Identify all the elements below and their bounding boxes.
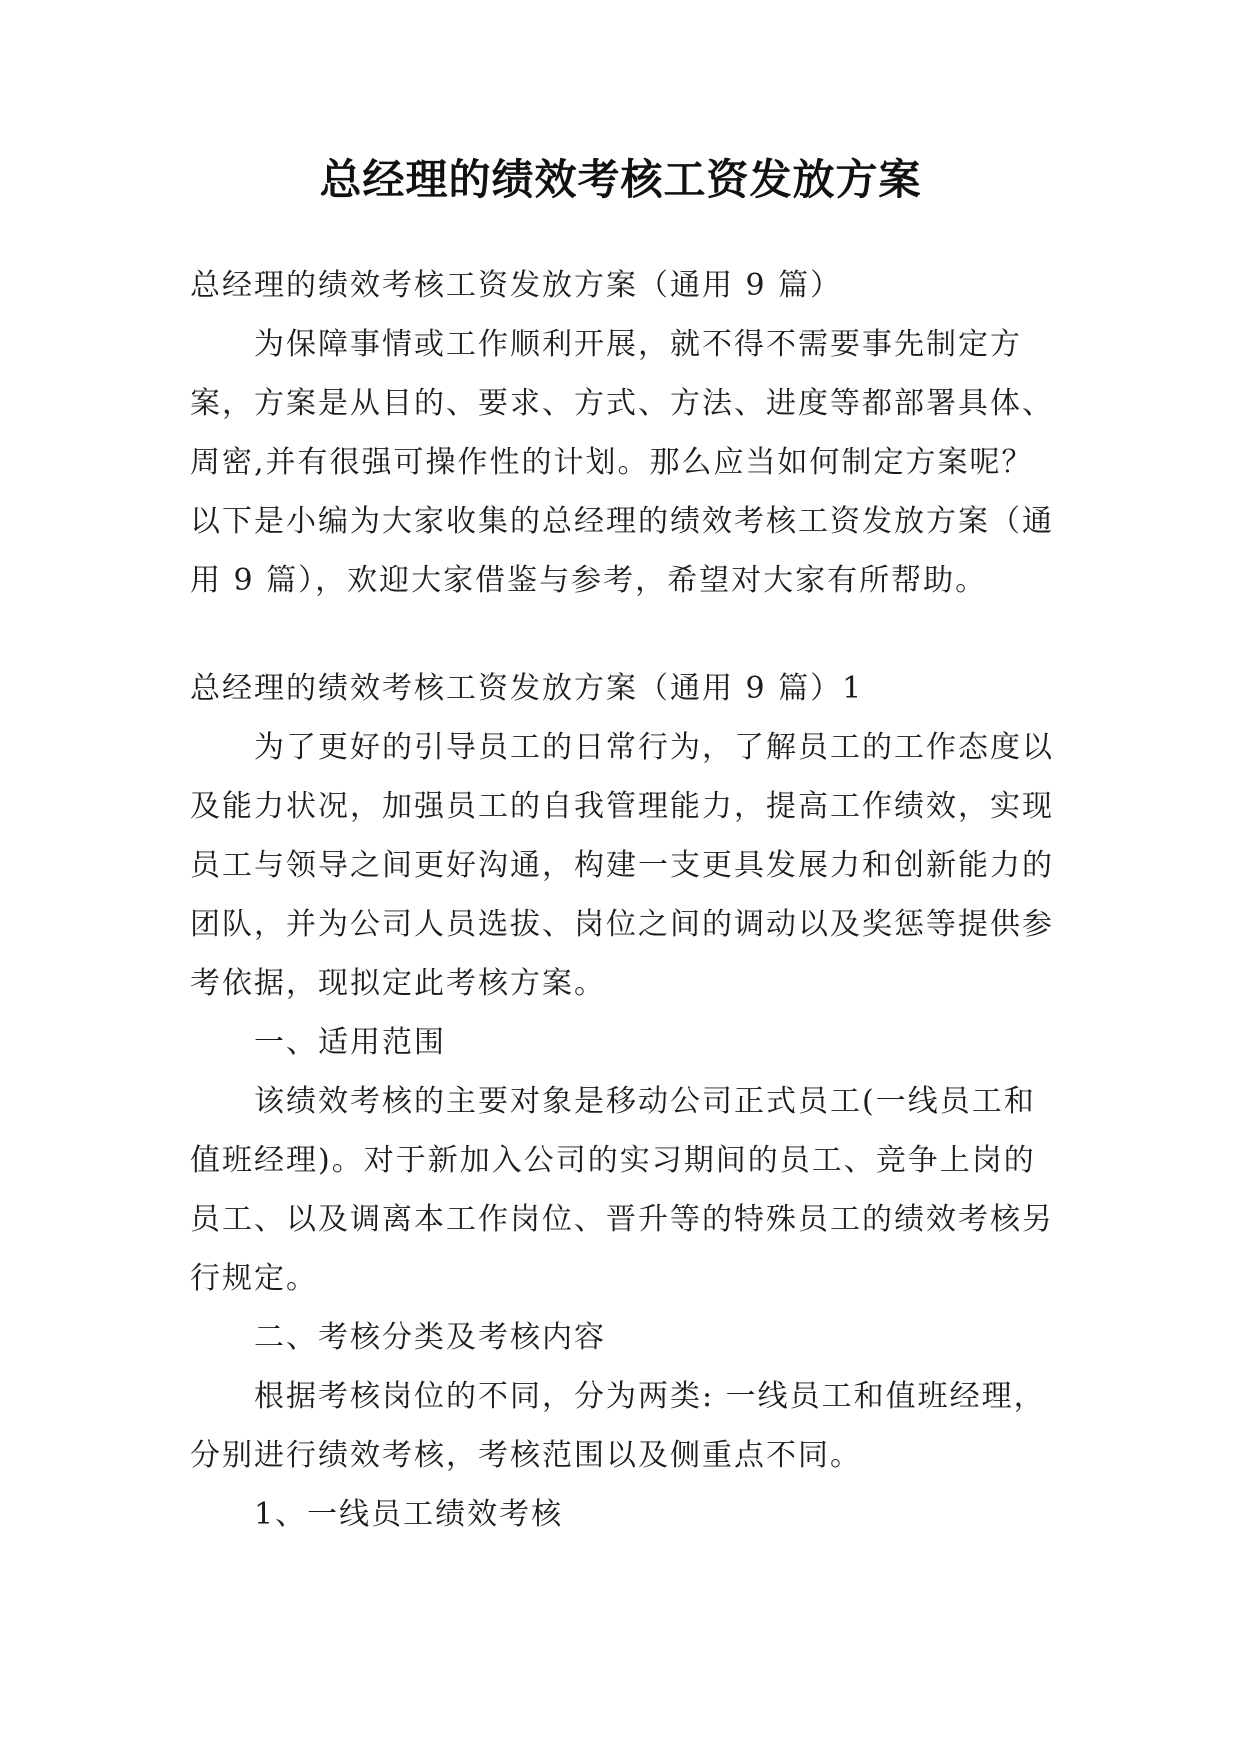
document-body — [190, 256, 1060, 1544]
intro-paragraph: 为保障事情或工作顺利开展，就不得不需要事先制定方案，方案是从目的、要求、方式、方法、进度等都部署具体、周密,并有很强可操作性的计划。那么应当如何制定方案呢？以下是小编为大家收集的总经理的绩效考核工资发放方案（通用 9 篇），欢迎大家借鉴与参考，希望对大家有所帮助。 — [190, 327, 1054, 598]
heading-frontline: 1、一线员工绩效考核 — [254, 1497, 564, 1532]
body-paragraph-scope: 该绩效考核的主要对象是移动公司正式员工(一线员工和值班经理)。对于新加入公司的实习期间的员工、竞争上岗的员工、以及调离本工作岗位、晋升等的特殊员工的绩效考核另行规定。 — [190, 1084, 1054, 1296]
section-heading: 总经理的绩效考核工资发放方案（通用 9 篇）1 — [190, 671, 864, 706]
subtitle-paragraph: 总经理的绩效考核工资发放方案（通用 9 篇） — [190, 268, 843, 303]
paragraph-spacer — [190, 610, 1060, 659]
heading-scope: 一、适用范围 — [254, 1025, 446, 1060]
heading-categories: 二、考核分类及考核内容 — [254, 1320, 606, 1355]
body-paragraph-categories: 根据考核岗位的不同，分为两类: 一线员工和值班经理，分别进行绩效考核，考核范围以及侧重点不同。 — [190, 1379, 1046, 1473]
body-paragraph: 为了更好的引导员工的日常行为，了解员工的工作态度以及能力状况，加强员工的自我管理能力，提高工作绩效，实现员工与领导之间更好沟通，构建一支更具发展力和创新能力的团队，并为公司人员选拔、岗位之间的调动以及奖惩等提供参考依据，现拟定此考核方案。 — [190, 730, 1054, 1001]
document-title: 总经理的绩效考核工资发放方案 — [319, 155, 922, 204]
